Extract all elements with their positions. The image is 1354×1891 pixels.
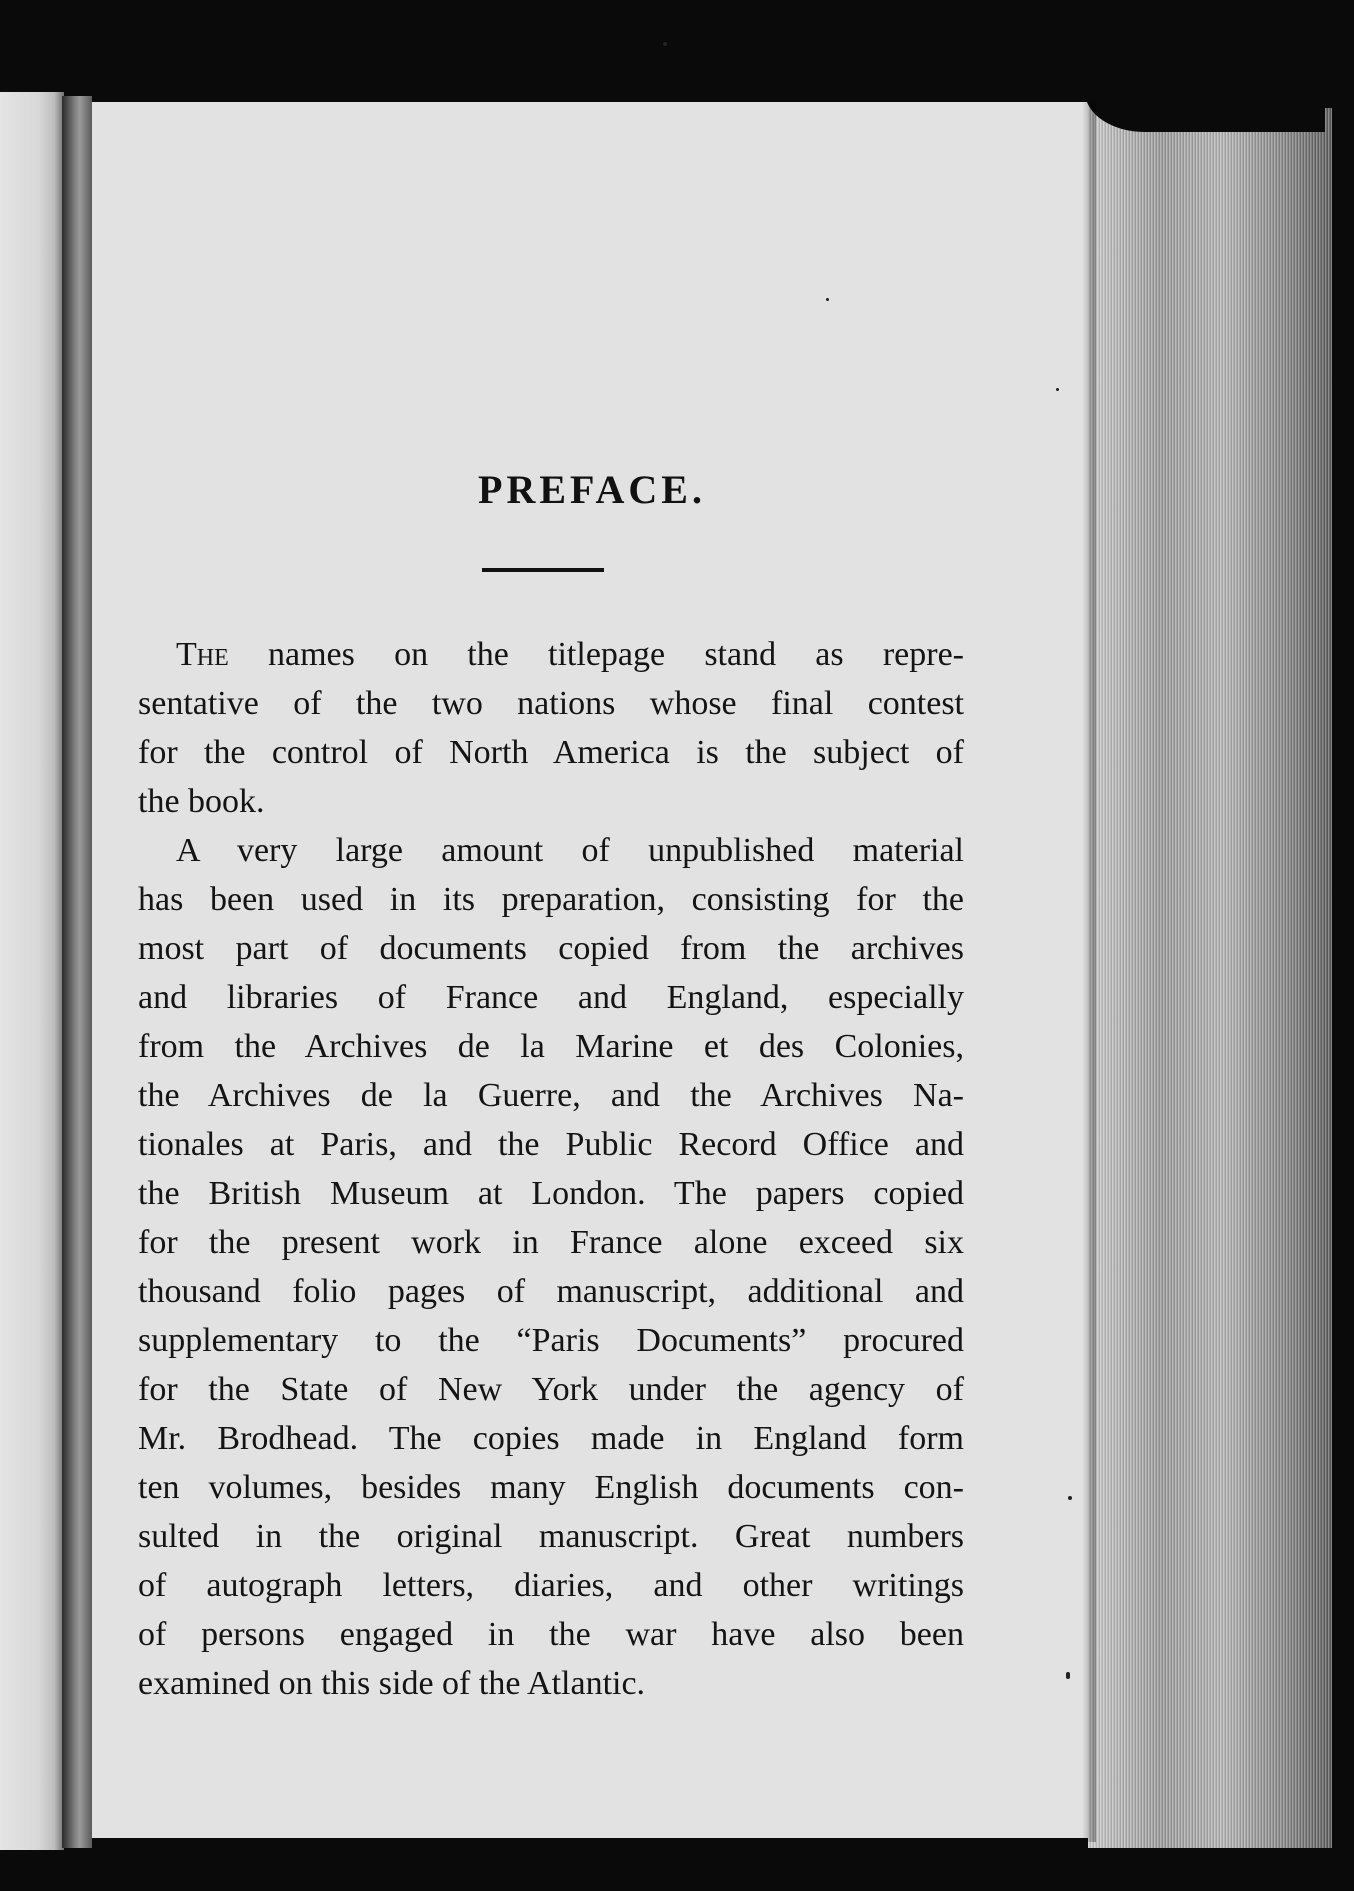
text-line: most part of documents copied from the archives [138,930,964,967]
text-line: has been used in its preparation, consisting for the [138,881,964,918]
text-line: the Archives de la Guerre, and the Archives Na- [138,1077,964,1114]
left-page-edge [0,92,64,1850]
text-line: the British Museum at London. The papers copied [138,1175,964,1212]
dust-speck [1068,1496,1072,1500]
dust-speck [1066,1672,1070,1679]
dust-speck [826,298,829,301]
text-line: of autograph letters, diaries, and other writings [138,1567,964,1604]
page-block-fore-edge [1088,108,1332,1848]
text-line: sentative of the two nations whose final contest [138,685,964,722]
text-line: from the Archives de la Marine et des Colonies, [138,1028,964,1065]
text-line: A very large amount of unpublished material [176,832,964,869]
book-gutter [62,96,92,1848]
small-caps-lead: The [176,636,229,673]
page-edge-shadow [1082,102,1096,1842]
text-line: examined on this side of the Atlantic. [138,1665,646,1702]
paragraph-1 [138,630,964,826]
heading-rule [482,568,604,572]
dust-speck [663,42,667,46]
text-line: supplementary to the “Paris Documents” procured [138,1322,964,1359]
text-line: for the control of North America is the subject of [138,734,964,771]
text-line: for the State of New York under the agency of [138,1371,964,1408]
text-line: of persons engaged in the war have also been [138,1616,964,1653]
preface-body [138,630,964,1708]
text-line: and libraries of France and England, especially [138,979,964,1016]
text-line: for the present work in France alone exceed six [138,1224,964,1261]
text-line: ten volumes, besides many English documents con- [138,1469,964,1506]
paragraph-2 [138,826,964,1708]
fore-edge-top-shadow [1085,92,1325,132]
text-line: tionales at Paris, and the Public Record Office and [138,1126,964,1163]
dust-speck [1056,388,1059,391]
page-heading: PREFACE. [478,467,706,512]
text-line: the book. [138,783,265,820]
text-line: thousand folio pages of manuscript, additional and [138,1273,964,1310]
text-line: sulted in the original manuscript. Great numbers [138,1518,964,1555]
text-line [138,630,964,679]
text-line: Mr. Brodhead. The copies made in England form [138,1420,964,1457]
line-text: names on the titlepage stand as repre- [228,636,964,673]
